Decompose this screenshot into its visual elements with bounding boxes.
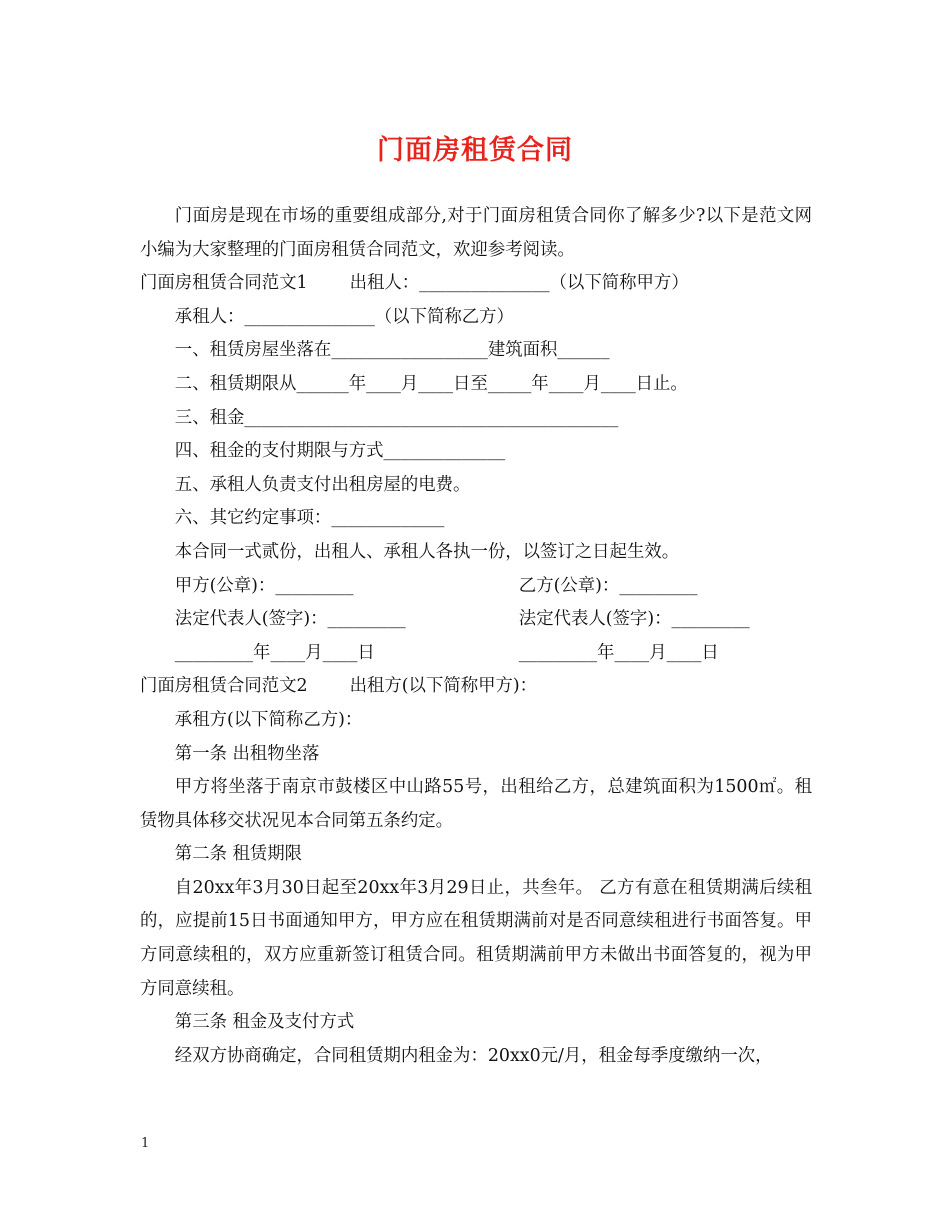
sample1-item-payment: 四、租金的支付期限与方式______________ xyxy=(174,441,506,462)
sample1-item-location: 一、租赁房屋坐落在__________________建筑面积______ xyxy=(174,340,610,361)
sample1-item-electricity: 五、承租人负责支付出租房屋的电费。 xyxy=(174,474,471,495)
party-a-representative: 法定代表人(签字)：_________ xyxy=(174,609,406,630)
article2-text: 自20xx年3月30日起至20xx年3月29日止，共叁年。 乙方有意在租赁期满后续租的，应提前15日书面通知甲方，甲方应在租赁期满前对是否同意续租进行书面答复。甲方同意续租的，双方应重新签订租赁合同。租赁期满前甲方未做出书面答复的，视为甲方同意续租。 xyxy=(140,877,812,999)
party-b-representative: 法定代表人(签字)：_________ xyxy=(518,609,750,630)
signature-seal-row xyxy=(140,570,812,604)
article2-title: 第二条 租赁期限 xyxy=(174,844,303,865)
signature-rep-row xyxy=(140,603,812,637)
signature-date-row xyxy=(140,637,812,671)
document-title: 门面房租赁合同 xyxy=(377,135,573,166)
sample1-item-other: 六、其它约定事项：_____________ xyxy=(174,508,445,529)
page-number: 1 xyxy=(141,1136,150,1151)
article3-text: 经双方协商确定，合同租赁期内租金为：20xx0元/月，租金每季度缴纳一次， xyxy=(174,1045,773,1066)
sample2-lessee: 承租方(以下简称乙方)： xyxy=(174,709,363,730)
article1-text: 甲方将坐落于南京市鼓楼区中山路55号，出租给乙方，总建筑面积为1500㎡。租赁物具体移交状况见本合同第五条约定。 xyxy=(140,777,812,831)
sample2-heading: 门面房租赁合同范文2 xyxy=(140,676,308,697)
party-a-date: _________年____月____日 xyxy=(174,642,375,663)
article3-title: 第三条 租金及支付方式 xyxy=(174,1012,355,1033)
intro-paragraph: 门面房是现在市场的重要组成部分,对于门面房租赁合同你了解多少?以下是范文网小编为大家整理的门面房租赁合同范文，欢迎参考阅读。 xyxy=(140,206,812,260)
article1-title: 第一条 出租物坐落 xyxy=(174,743,320,764)
sample1-heading: 门面房租赁合同范文1 xyxy=(140,273,308,294)
sample1-item-rent: 三、租金___________________________________________ xyxy=(174,407,619,428)
sample2-heading-line xyxy=(140,670,812,704)
sample2-lessor: 出租方(以下简称甲方)： xyxy=(349,676,538,697)
sample1-heading-line xyxy=(140,267,812,301)
document-body xyxy=(140,200,812,1073)
party-a-seal: 甲方(公章)：_________ xyxy=(174,575,354,596)
sample1-item-term: 二、租赁期限从______年____月____日至_____年____月____日止。 xyxy=(174,373,688,394)
party-b-seal: 乙方(公章)：_________ xyxy=(518,575,698,596)
sample1-item-copies: 本合同一式贰份，出租人、承租人各执一份，以签订之日起生效。 xyxy=(174,541,680,562)
sample1-lessee: 承租人：_______________（以下简称乙方） xyxy=(174,306,514,327)
sample1-lessor: 出租人：_______________（以下简称甲方） xyxy=(349,273,689,294)
party-b-date: _________年____月____日 xyxy=(518,642,719,663)
